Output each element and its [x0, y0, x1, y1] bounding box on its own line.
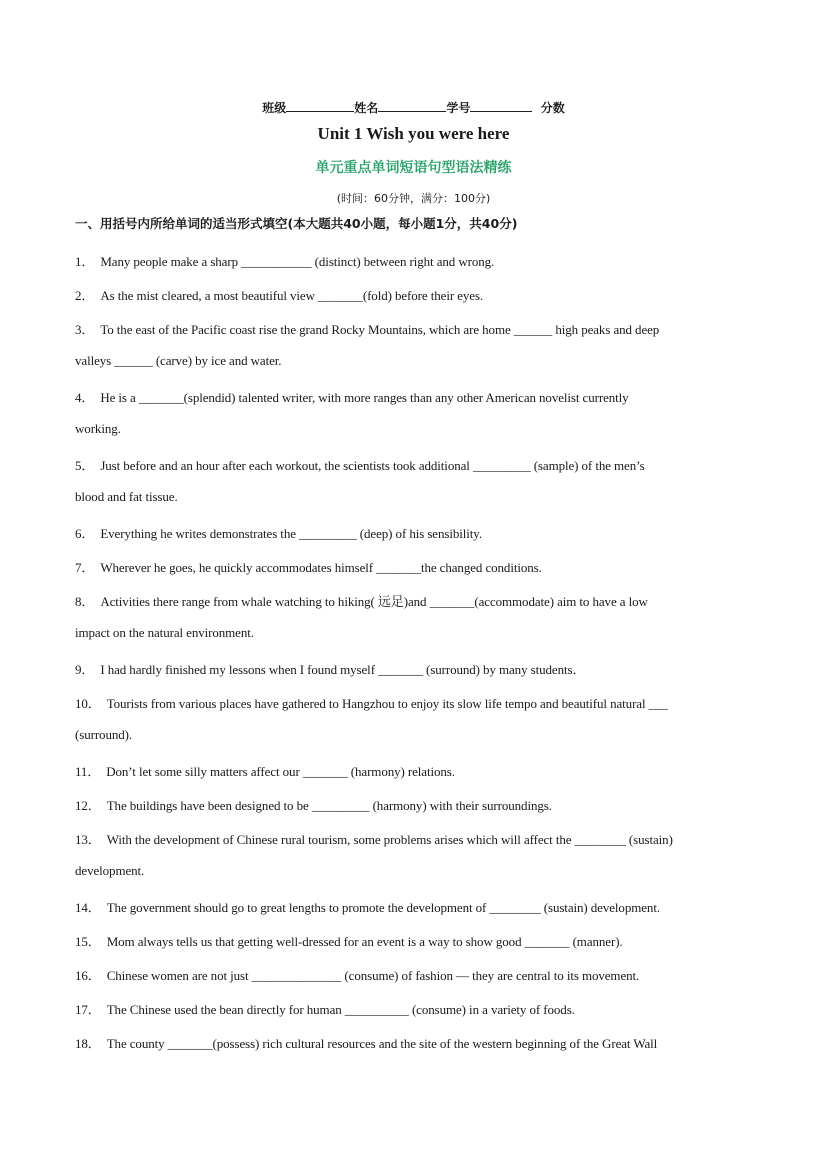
- question-text: Activities there range from whale watching to hiking( 远足)and _______(accommodate) aim to have a low: [100, 594, 648, 609]
- question-number: 10．: [75, 696, 101, 711]
- question-line: [75, 693, 668, 712]
- question-text: The buildings have been designed to be _________ (harmony) with their surroundings.: [106, 798, 552, 813]
- page-subtitle: 单元重点单词短语句型语法精练: [315, 160, 512, 176]
- question-line: [75, 897, 660, 916]
- question-text: The government should go to great lengths to promote the development of ________ (sustain) development.: [106, 900, 660, 915]
- question-text: To the east of the Pacific coast rise the grand Rocky Mountains, which are home ______ high peaks and deep: [100, 322, 660, 337]
- name-blank: [378, 100, 446, 112]
- question-text: As the mist cleared, a most beautiful view _______(fold) before their eyes.: [100, 288, 484, 303]
- question-line: [75, 659, 585, 678]
- question-number: 18．: [75, 1036, 101, 1051]
- question-text: Mom always tells us that getting well-dressed for an event is a way to show good _______ (manner).: [106, 934, 623, 949]
- score-label: 分数: [540, 101, 565, 115]
- question-line: [75, 625, 254, 641]
- question-number: 4．: [75, 390, 95, 405]
- question-text: blood and fat tissue.: [75, 489, 178, 504]
- question-line: [75, 863, 144, 879]
- question-number: 3．: [75, 322, 95, 337]
- question-text: (surround).: [75, 727, 133, 742]
- question-line: [75, 285, 483, 304]
- question-text: Tourists from various places have gathered to Hangzhou to enjoy its slow life tempo and beautiful natural ___: [106, 696, 668, 711]
- id-label: 学号: [446, 101, 471, 115]
- question-text: He is a _______(splendid) talented writer, with more ranges than any other American novelist currently: [100, 390, 629, 405]
- section-heading: 一、用括号内所给单词的适当形式填空(本大题共40小题，每小题1分，共40分): [75, 216, 518, 231]
- question-text: Everything he writes demonstrates the _________ (deep) of his sensibility.: [100, 526, 482, 541]
- question-line: [75, 965, 639, 984]
- question-line: [75, 931, 623, 950]
- question-line: [75, 353, 281, 369]
- question-number: 5．: [75, 458, 95, 473]
- question-line: [75, 1033, 657, 1052]
- question-line: [75, 319, 659, 338]
- question-line: [75, 591, 648, 610]
- question-line: [75, 489, 178, 505]
- question-line: [75, 421, 121, 437]
- question-number: 17．: [75, 1002, 101, 1017]
- question-line: [75, 761, 455, 780]
- question-text: The Chinese used the bean directly for human __________ (consume) in a variety of foods.: [106, 1002, 575, 1017]
- question-number: 13．: [75, 832, 101, 847]
- question-number: 6．: [75, 526, 95, 541]
- question-text: With the development of Chinese rural tourism, some problems arises which will affect the ________ (sustain): [106, 832, 673, 847]
- question-text: Wherever he goes, he quickly accommodates himself _______the changed conditions.: [100, 560, 542, 575]
- question-line: [75, 251, 494, 270]
- page-title: Unit 1 Wish you were here: [317, 124, 510, 143]
- question-number: 16．: [75, 968, 101, 983]
- question-line: [75, 557, 542, 576]
- class-label: 班级: [262, 101, 287, 115]
- question-text: Don’t let some silly matters affect our _______ (harmony) relations.: [106, 764, 455, 779]
- question-number: 9．: [75, 662, 95, 677]
- id-blank: [470, 100, 532, 112]
- question-line: [75, 829, 673, 848]
- question-text: Many people make a sharp ___________ (distinct) between right and wrong.: [100, 254, 495, 269]
- question-text: working.: [75, 421, 121, 436]
- question-text: development.: [75, 863, 145, 878]
- question-number: 14．: [75, 900, 101, 915]
- question-text: Chinese women are not just ______________ (consume) of fashion — they are central to its movement.: [106, 968, 640, 983]
- question-line: [75, 455, 645, 474]
- question-number: 12．: [75, 798, 101, 813]
- name-label: 姓名: [354, 101, 379, 115]
- question-text: I had hardly finished my lessons when I found myself _______ (surround) by many students．: [100, 662, 586, 677]
- question-line: [75, 727, 132, 743]
- question-number: 1．: [75, 254, 95, 269]
- question-line: [75, 523, 482, 542]
- question-text: impact on the natural environment.: [75, 625, 254, 640]
- question-number: 11．: [75, 764, 101, 779]
- student-info-line: [0, 99, 827, 116]
- question-number: 15．: [75, 934, 101, 949]
- question-text: valleys ______ (carve) by ice and water.: [75, 353, 282, 368]
- question-text: Just before and an hour after each workout, the scientists took additional _________ (sample) of the men’s: [100, 458, 645, 473]
- question-number: 2．: [75, 288, 95, 303]
- question-text: The county _______(possess) rich cultural resources and the site of the western beginning of the Great Wall: [106, 1036, 658, 1051]
- question-line: [75, 795, 552, 814]
- question-line: [75, 387, 629, 406]
- question-number: 7．: [75, 560, 95, 575]
- time-info: (时间：60分钟，满分：100分): [336, 192, 491, 205]
- question-line: [75, 999, 575, 1018]
- class-blank: [286, 100, 354, 112]
- question-number: 8．: [75, 594, 95, 609]
